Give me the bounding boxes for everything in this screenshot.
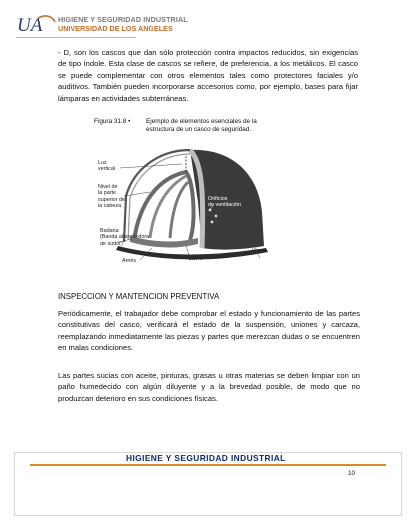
footer-title: HIGIENE Y SEGURIDAD INDUSTRIAL [126, 453, 286, 463]
header-subtitle: UNIVERSIDAD DE LOS ANGELES [58, 24, 173, 33]
label-visera: Visera [252, 248, 268, 254]
figure-caption-line-2: estructura de un casco de seguridad. [146, 126, 252, 133]
figure-label: Figura 31.8 • [94, 118, 131, 125]
university-logo [16, 12, 56, 36]
figure-caption-line-1: Ejemplo de elementos esenciales de la [146, 118, 257, 125]
label-badana: Badana (Banda absorbedora de sudor) [100, 228, 150, 247]
section-heading: INSPECCION Y MANTENCION PREVENTIVA [58, 292, 220, 301]
svg-text:UA: UA [17, 15, 43, 36]
label-nivel-cabeza: Nivel de la parte superior de la cabeza [98, 184, 125, 210]
label-luz-vertical: Luz vertical [98, 160, 116, 173]
label-cierre: Cierre [188, 256, 203, 262]
header-divider [16, 37, 136, 38]
paragraph-cleaning: Las partes sucias con aceite, pinturas, grasas u otras materias se deben limpiar con un paño humedecido con algún diluyente y a la brevedad posible, de modo que no produzcan deterioro en sus condiciones físicas. [58, 371, 360, 403]
vent-hole [215, 215, 218, 218]
label-arnes: Arnés [122, 258, 137, 264]
paragraph-inspection: Periódicamente, el trabajador debe comprobar el estado y funcionamiento de las partes constitutivas del casco, verificará el estado de la suspensión, uniones y carcaza, reemplazando inmediatamente las piezas y partes que merezcan dudas o se encuentren en malas condiciones. [58, 309, 360, 353]
paragraph-helmet-class-d: - D, son los cascos que dan sólo protección contra impactos reducidos, sin exigencias de tipo índole. Esta clase de cascos se refiere, de preferencia, a los metálicos. El casco se puede complementar con otros elementos tales como protectores faciales y/o auditivos. También pueden incorporarse accesorios como, por ejemplo, bases para fijar lámparas en actividades subterráneas. [58, 48, 358, 103]
label-orificios-ventilacion: Orificios de ventilación [208, 196, 241, 209]
footer-divider [30, 464, 386, 466]
figure-caption [94, 118, 257, 134]
vent-hole [211, 221, 214, 224]
header-title: HIGIENE Y SEGURIDAD INDUSTRIAL [58, 15, 188, 24]
page-number: 10 [348, 470, 356, 477]
page-header [16, 12, 396, 38]
